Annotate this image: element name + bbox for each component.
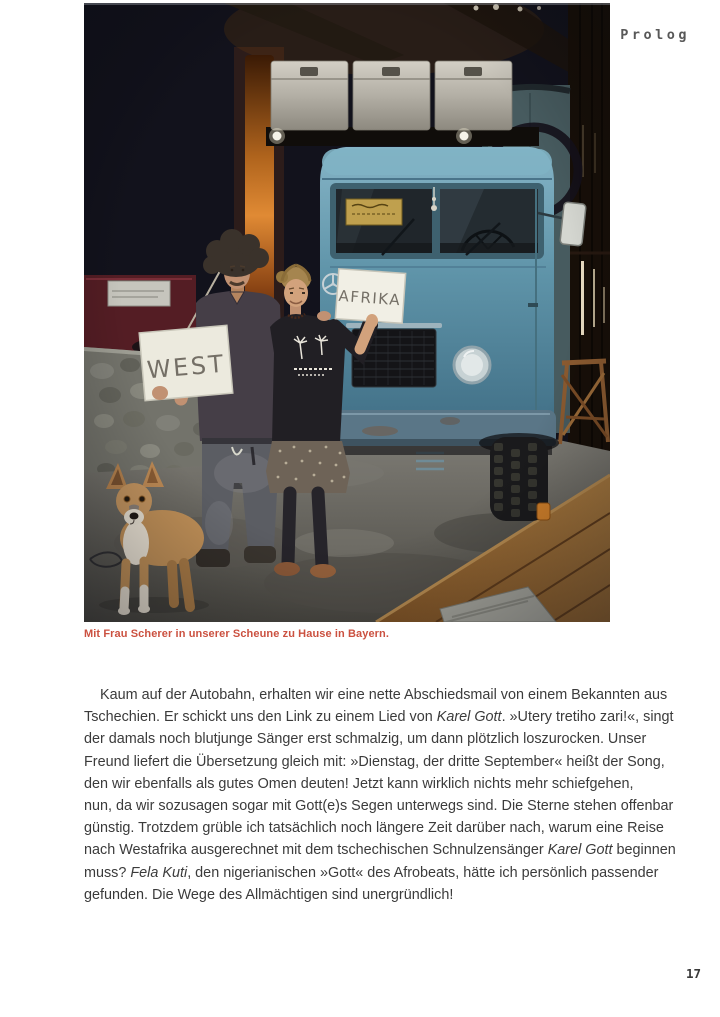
chapter-header: Prolog — [620, 27, 690, 43]
paragraph-line: nun, da wir sozusagen sogar mit Gott(e)s Segen unterwegs sind. Die Sterne stehen offenbar — [84, 798, 674, 815]
paragraph-line: günstig. Trotzdem grüble ich tatsächlich noch längere Zeit darüber nach, warum eine Reise — [84, 820, 664, 837]
photo-illustration — [84, 3, 610, 622]
paragraph-line: muss? Fela Kuti, den nigerianischen »Gott« des Afrobeats, hätte ich persönlich passender — [84, 864, 659, 881]
photo-barn-truck — [84, 3, 610, 622]
paragraph-line: der damals noch blutjunge Sänger erst schmalzig, um dann plötzlich loszurocken. Unser — [84, 731, 647, 748]
paragraph-line: Kaum auf der Autobahn, erhalten wir eine nette Abschiedsmail von einem Bekannten aus — [100, 687, 668, 703]
vignette-overlay — [84, 3, 610, 622]
paragraph-line: den wir ebenfalls als gutes Omen deuten! Jetzt kann wirklich nichts mehr schiefgehen, — [84, 775, 634, 792]
photo-caption: Mit Frau Scherer in unserer Scheune zu Hause in Bayern. — [84, 628, 390, 640]
body-paragraph — [84, 684, 676, 906]
page-number: 17 — [685, 966, 701, 981]
paragraph-line: Tschechien. Er schickt uns den Link zu einem Lied von Karel Gott. »Utery tretiho zari!«, singt — [84, 709, 674, 726]
paragraph-line: gefunden. Die Wege des Allmächtigen sind unergründlich! — [84, 886, 454, 903]
paragraph-line: Freund liefert die Übersetzung gleich mit: »Dienstag, der dritte September« heißt der Song, — [84, 753, 665, 770]
paragraph-line: nach Westafrika ausgerechnet mit dem tschechischen Schnulzensänger Karel Gott beginnen — [84, 842, 676, 859]
